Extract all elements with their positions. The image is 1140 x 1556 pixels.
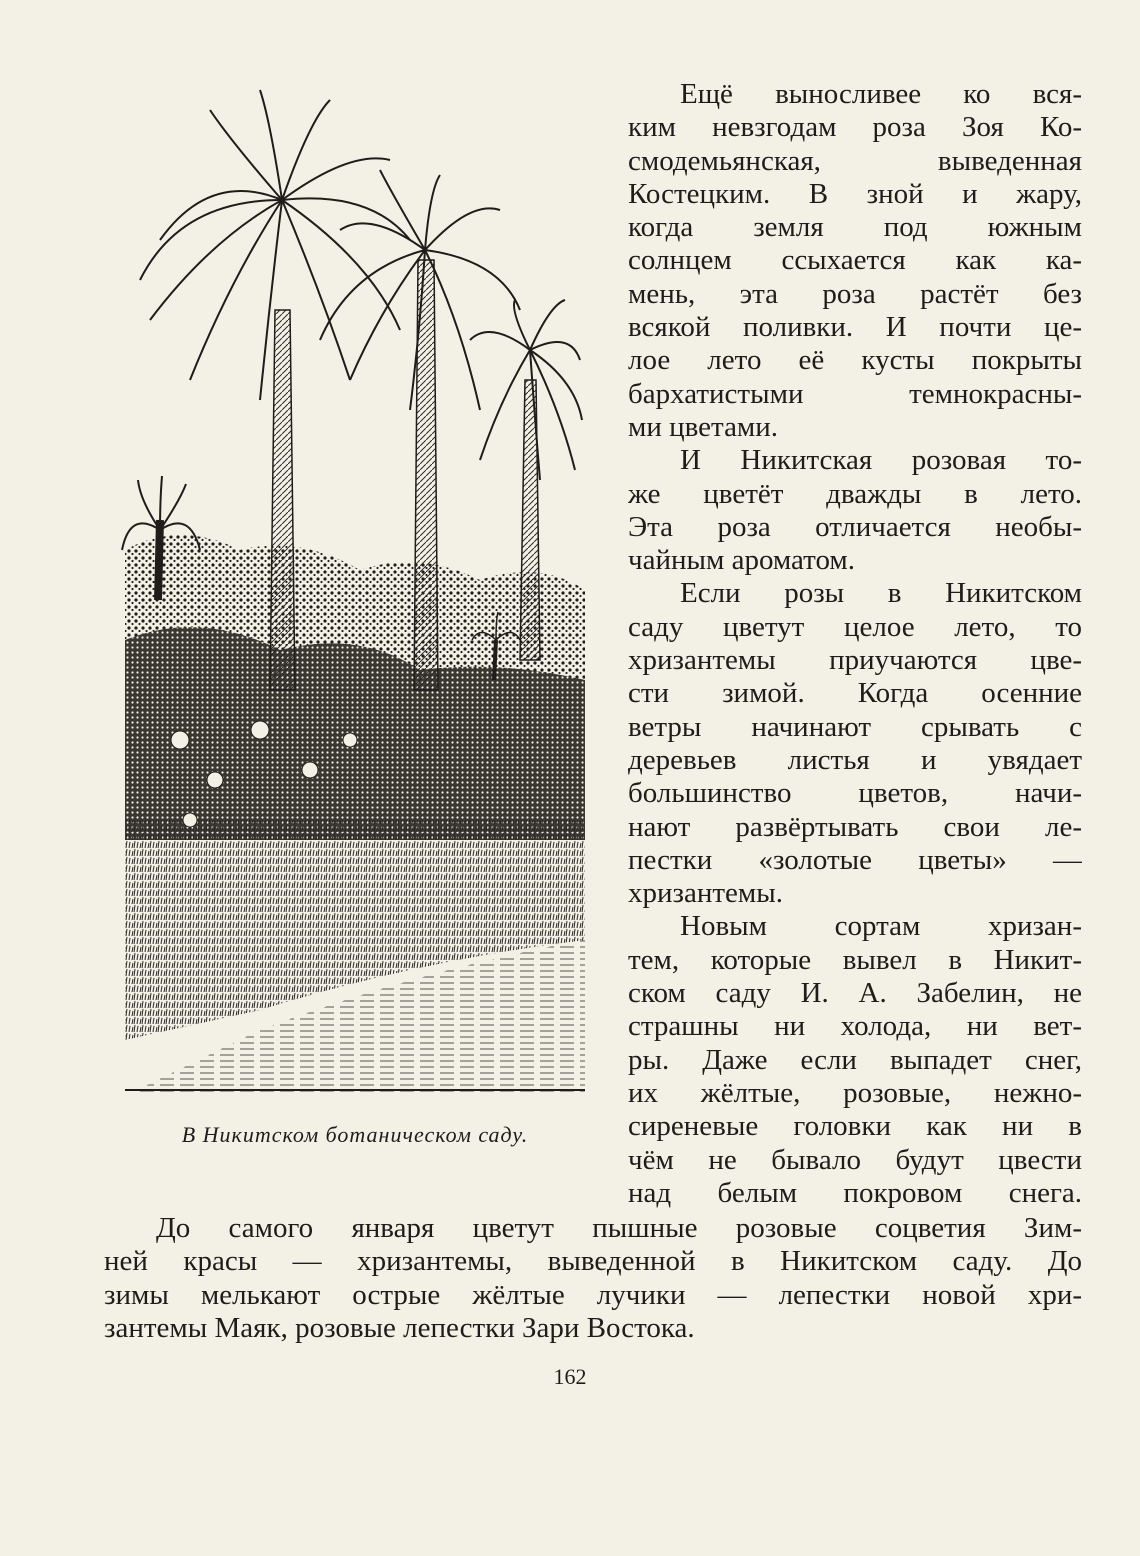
text-line: Новым сортам хризан- bbox=[680, 910, 1082, 943]
text-line: мень, эта роза растёт без bbox=[628, 277, 1082, 310]
page-number: 162 bbox=[553, 1364, 587, 1389]
text-line: тем, которые вывел в Никит- bbox=[628, 943, 1082, 976]
text-line: зимы мелькают острые жёлтые лучики — лепестки новой хри- bbox=[104, 1278, 1082, 1311]
paragraph-5 bbox=[104, 1212, 1082, 1345]
paragraph-2 bbox=[628, 444, 1082, 577]
text-line: Эта роза отличается необы- bbox=[628, 510, 1082, 543]
text-line: Если розы в Никитском bbox=[680, 577, 1082, 610]
text-line: ветры начинают срывать с bbox=[628, 710, 1082, 743]
text-line: деревьев листья и увядает bbox=[628, 743, 1082, 776]
text-line: зантемы Маяк, розовые лепестки Зари Востока. bbox=[104, 1311, 695, 1344]
right-text-column bbox=[628, 78, 1082, 1210]
text-line: чём не бывало будут цвести bbox=[628, 1143, 1082, 1176]
figure-caption: В Никитском ботаническом саду. bbox=[181, 1122, 529, 1147]
botanical-garden-illustration bbox=[120, 80, 590, 1096]
text-line: хризантемы приучаются цве- bbox=[628, 644, 1082, 677]
full-width-text bbox=[104, 1212, 1082, 1345]
paragraph-1 bbox=[628, 78, 1082, 444]
text-line: когда земля под южным bbox=[628, 211, 1082, 244]
text-line: И Никитская розовая то- bbox=[680, 444, 1082, 477]
text-line: пестки «золотые цветы» — bbox=[628, 843, 1082, 876]
text-line: хризантемы. bbox=[628, 877, 783, 910]
text-line: ры. Даже если выпадет снег, bbox=[628, 1043, 1082, 1076]
text-line: сти зимой. Когда осенние bbox=[628, 677, 1082, 710]
text-line: чайным ароматом. bbox=[628, 544, 856, 577]
paragraph-3 bbox=[628, 577, 1082, 910]
text-line: саду цветут целое лето, то bbox=[628, 610, 1082, 643]
text-line: всякой поливки. И почти це- bbox=[628, 311, 1082, 344]
text-line: нают развёртывать свои ле- bbox=[628, 810, 1082, 843]
paragraph-4 bbox=[628, 910, 1082, 1210]
text-line: До самого января цветут пышные розовые соцветия Зим- bbox=[156, 1212, 1082, 1244]
text-line: ким невзгодам роза Зоя Ко- bbox=[628, 111, 1082, 144]
text-line: страшны ни холода, ни вет- bbox=[628, 1010, 1082, 1043]
text-line: ми цветами. bbox=[628, 410, 779, 443]
text-line: ском саду И. А. Забелин, не bbox=[628, 977, 1082, 1010]
text-line: же цветёт дважды в лето. bbox=[628, 477, 1082, 510]
text-line: бархатистыми темнокрасны- bbox=[628, 377, 1082, 410]
text-line: ней красы — хризантемы, выведенной в Никитском саду. До bbox=[104, 1245, 1082, 1278]
text-line: их жёлтые, розовые, нежно- bbox=[628, 1076, 1082, 1109]
text-line: смодемьянская, выведенная bbox=[628, 144, 1082, 177]
text-line: Костецким. В зной и жару, bbox=[628, 177, 1082, 210]
text-line: Ещё выносливее ко вся- bbox=[680, 78, 1082, 110]
text-line: солнцем ссыхается как ка- bbox=[628, 244, 1082, 277]
text-line: большинство цветов, начи- bbox=[628, 777, 1082, 810]
text-line: лое лето её кусты покрыты bbox=[628, 344, 1082, 377]
text-line: сиреневые головки как ни в bbox=[628, 1110, 1082, 1143]
text-line: над белым покровом снега. bbox=[628, 1176, 1082, 1209]
